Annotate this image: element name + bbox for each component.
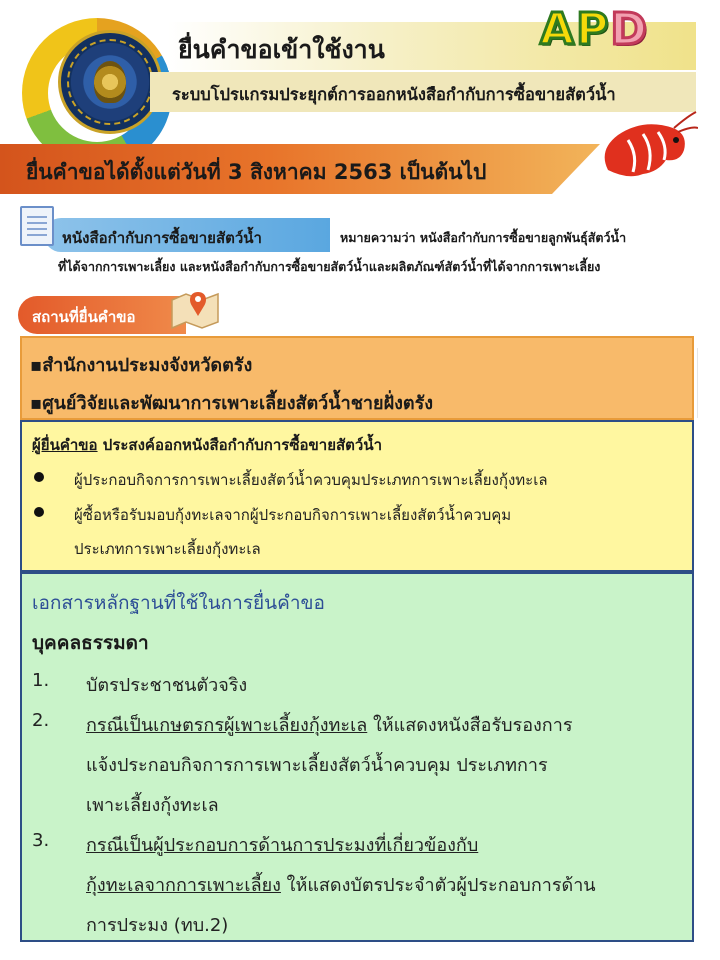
department-seal-logo — [58, 30, 162, 134]
applicants-heading — [32, 433, 382, 457]
doc-item-2-line-3: เพาะเลี้ยงกุ้งทะเล — [86, 795, 219, 816]
page-subtitle: ระบบโปรแกรมประยุกต์การออกหนังสือกำกับการซื้อขายสัตว์น้ำ — [172, 85, 616, 104]
doc-number-3: 3. — [32, 830, 50, 851]
edge-divider — [697, 348, 720, 418]
doc-number-2: 2. — [32, 710, 50, 731]
map-pin-icon — [168, 286, 222, 330]
doc-item-2-line-2: แจ้งประกอบกิจการการเพาะเลี้ยงสัตว์น้ำควบคุม ประเภทการ — [86, 755, 548, 776]
doc-item-3-condition-1: กรณีเป็นผู้ประกอบการด้านการประมงที่เกี่ยวข้องกับ — [86, 835, 479, 856]
doc-item-3-line-2 — [86, 870, 596, 899]
date-banner-text: ยื่นคำขอได้ตั้งแต่วันที่ 3 สิงหาคม 2563 เป็นต้นไป — [26, 160, 487, 184]
definition-line-2: ที่ได้จากการเพาะเลี้ยง และหนังสือกำกับการซื้อขายสัตว์น้ำและผลิตภัณฑ์สัตว์น้ำที่ได้จากการเพาะเลี้ยง — [58, 259, 601, 274]
apd-logo-letter-a: A — [540, 4, 575, 55]
doc-item-3-line-3: การประมง (ทบ.2) — [86, 915, 229, 936]
applicants-heading-label: ผู้ยื่นคำขอ — [32, 436, 98, 454]
location-item-1: ▪สำนักงานประมงจังหวัดตรัง — [30, 355, 253, 376]
document-icon — [20, 206, 54, 246]
applicant-item-1: ผู้ประกอบกิจการการเพาะเลี้ยงสัตว์น้ำควบคุมประเภทการเพาะเลี้ยงกุ้งทะเล — [74, 471, 548, 489]
doc-number-1: 1. — [32, 670, 50, 691]
documents-heading: เอกสารหลักฐานที่ใช้ในการยื่นคำขอ — [32, 592, 325, 614]
bullet-icon — [34, 472, 44, 482]
doc-item-2-rest: ให้แสดงหนังสือรับรองการ — [367, 715, 573, 736]
doc-item-3-rest: ให้แสดงบัตรประจำตัวผู้ประกอบการด้าน — [280, 875, 596, 896]
shrimp-icon — [588, 110, 698, 190]
applicants-heading-text: ประสงค์ออกหนังสือกำกับการซื้อขายสัตว์น้ำ — [102, 436, 382, 454]
doc-item-3-line-1 — [86, 830, 478, 859]
bullet-icon — [34, 507, 44, 517]
seal-emblem-icon — [94, 61, 126, 103]
definition-line-1: หมายความว่า หนังสือกำกับการซื้อขายลูกพันธุ์สัตว์น้ำ — [340, 230, 627, 245]
location-item-2: ▪ศูนย์วิจัยและพัฒนาการเพาะเลี้ยงสัตว์น้ำชายฝั่งตรัง — [30, 393, 434, 414]
page-title: ยื่นคำขอเข้าใช้งาน — [178, 35, 385, 64]
doc-item-2-line-1 — [86, 710, 572, 739]
doc-item-1: บัตรประชาชนตัวจริง — [86, 675, 248, 696]
place-label: สถานที่ยื่นคำขอ — [32, 308, 136, 326]
apd-logo-letter-d: D — [610, 4, 647, 55]
doc-item-3-condition-2: กุ้งทะเลจากการเพาะเลี้ยง — [86, 875, 281, 896]
apd-logo-letter-p: P — [576, 4, 609, 55]
doc-item-2-condition: กรณีเป็นเกษตรกรผู้เพาะเลี้ยงกุ้งทะเล — [86, 715, 368, 736]
applicant-item-2-line-1: ผู้ซื้อหรือรับมอบกุ้งทะเลจากผู้ประกอบกิจการเพาะเลี้ยงสัตว์น้ำควบคุม — [74, 506, 512, 524]
documents-subheading: บุคคลธรรมดา — [32, 632, 149, 654]
term-label: หนังสือกำกับการซื้อขายสัตว์น้ำ — [62, 229, 262, 247]
applicant-item-2-line-2: ประเภทการเพาะเลี้ยงกุ้งทะเล — [74, 540, 261, 558]
apd-logo — [540, 4, 690, 56]
